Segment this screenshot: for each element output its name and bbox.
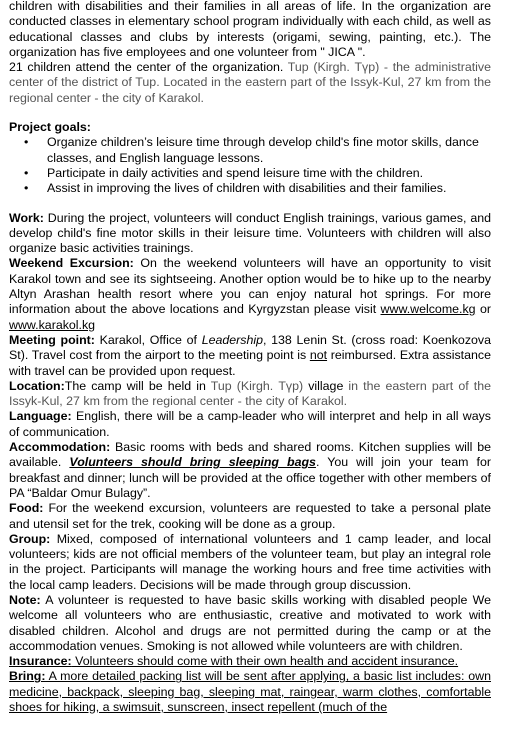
goal-item: • Participate in daily activities and spend leisure time with the children. (24, 165, 424, 180)
work-text: During the project, volunteers will conduct English trainings, various games, and develop child's fine motor skills in their leisure time. Volunteers with children will also organize basic activities trainings. (9, 210, 491, 256)
group-label: Group: (9, 531, 51, 546)
intro-paragraph (9, 0, 491, 106)
weekend-text: On the weekend volunteers will have an opportunity to visit Karakol town and see its sightseeing. Another option would be to hike up to the nearby Altyn Arashan health resort where you can enjoy natural hot springs. For more information about the above locations and Kyrgyzstan please visit (9, 256, 491, 317)
sleeping-bags-note: Volunteers should bring sleeping bags (69, 455, 316, 470)
location-section: Location:The camp will be held in Tup (Kirgh. Түр) village in the eastern part of the Issyk-Kul, 27 km from the regional center - the city of Karakol. (9, 378, 491, 409)
accommodation-section: Accommodation: Basic rooms with beds and shared rooms. Kitchen supplies will be available. Volunteers should bring sleeping bags. You will join your team for breakfast and dinner; lunch will be provided at the office together with other members of PA “Baldar Omur Bulagy”. (9, 440, 491, 500)
bullet-icon: • (24, 135, 29, 150)
bring-section: Bring: A more detailed packing list will be sent after applying, a basic list includes: own medicine, backpack, sleeping bag, sleeping mat, raingear, warm clothes, comfortable shoes for hiking, a swimsuit, sunscreen, insect repellent (much of the (9, 669, 491, 715)
meeting-section: Meeting point: Karakol, Office of Leadership, 138 Lenin St. (cross road: Koenkozova St). Travel cost from the airport to the meeting point is not reimbursed. Extra assistance with travel can be provided upon request. (9, 332, 491, 378)
weekend-section: Weekend Excursion: On the weekend volunteers will have an opportunity to visit Karakol town and see its sightseeing. Another option would be to hike up to the nearby Altyn Arashan health resort where you can enjoy natural hot springs. For more information about the above locations and Kyrgyzstan please visit www.welcome.kg or www.karakol.kg (9, 256, 491, 332)
meeting-label: Meeting point: (9, 332, 95, 347)
karakol-link[interactable]: www.karakol.kg (9, 317, 96, 332)
goal-item: • Assist in improving the lives of children with disabilities and their families. (24, 181, 447, 196)
location-label: Location: (9, 378, 65, 393)
note-section: Note: A volunteer is requested to have basic skills working with disabled people We welcome all volunteers who are enthusiastic, creative and motivated to work with disabled children. Alcohol and drugs are not permitted during the camp or at the accommodation venues. Smoking is not allowed while volunteers are with children. (9, 592, 491, 653)
weekend-label: Weekend Excursion: (9, 256, 134, 271)
bullet-icon: • (24, 165, 29, 180)
language-label: Language: (9, 409, 72, 424)
bring-label: Bring: (9, 669, 46, 684)
bullet-icon: • (24, 181, 29, 196)
insurance-section: Insurance: Volunteers should come with their own health and accident insurance. (9, 654, 459, 669)
spacer (9, 106, 491, 120)
work-label: Work: (9, 210, 44, 225)
work-section (9, 211, 491, 257)
accommodation-label: Accommodation: (9, 440, 111, 455)
document-page (9, 0, 491, 715)
language-section: Language: English, there will be a camp-leader who will interpret and help in all ways of communication. (9, 409, 491, 439)
goals-heading: Project goals: (9, 120, 91, 135)
food-section: Food: For the weekend excursion, volunteers are requested to take a personal plate and utensil set for the trek, cooking will be done as a group. (9, 501, 491, 531)
welcome-link[interactable]: www.welcome.kg (380, 302, 476, 317)
intro-tup-description: Tup (Kirgh. Түр) - the administrative center of the district of Tup. Located in the eastern part of the Issyk-Kul, 27 km from the regional center - the city of Karakol. (9, 60, 492, 105)
note-label: Note: (9, 592, 41, 607)
group-section: Group: Mixed, composed of international volunteers and 1 camp leader, and local volunteers; kids are not official members of the volunteer team, but play an integral role in the project. Participants will manage the working hours and free time activities with the local camp leaders. Decisions will be made through group discussion. (9, 531, 491, 592)
food-label: Food: (9, 501, 44, 516)
insurance-label: Insurance: (9, 654, 72, 669)
spacer (9, 197, 491, 211)
goals-list (9, 135, 491, 196)
intro-text: children with disabilities and their families in all areas of life. In the organization are conducted classes in elementary school program individually with each child, as well as educational classes and clubs by interests (origami, sewing, painting, etc.). The organization has five employees and one volunteer from " JICA ". (9, 0, 491, 59)
intro-children-count: 21 children attend the center of the organization. (9, 60, 288, 75)
goal-item: • Organize children’s leisure time through develop child's fine motor skills, dance classes, and English language lessons. (24, 135, 479, 165)
